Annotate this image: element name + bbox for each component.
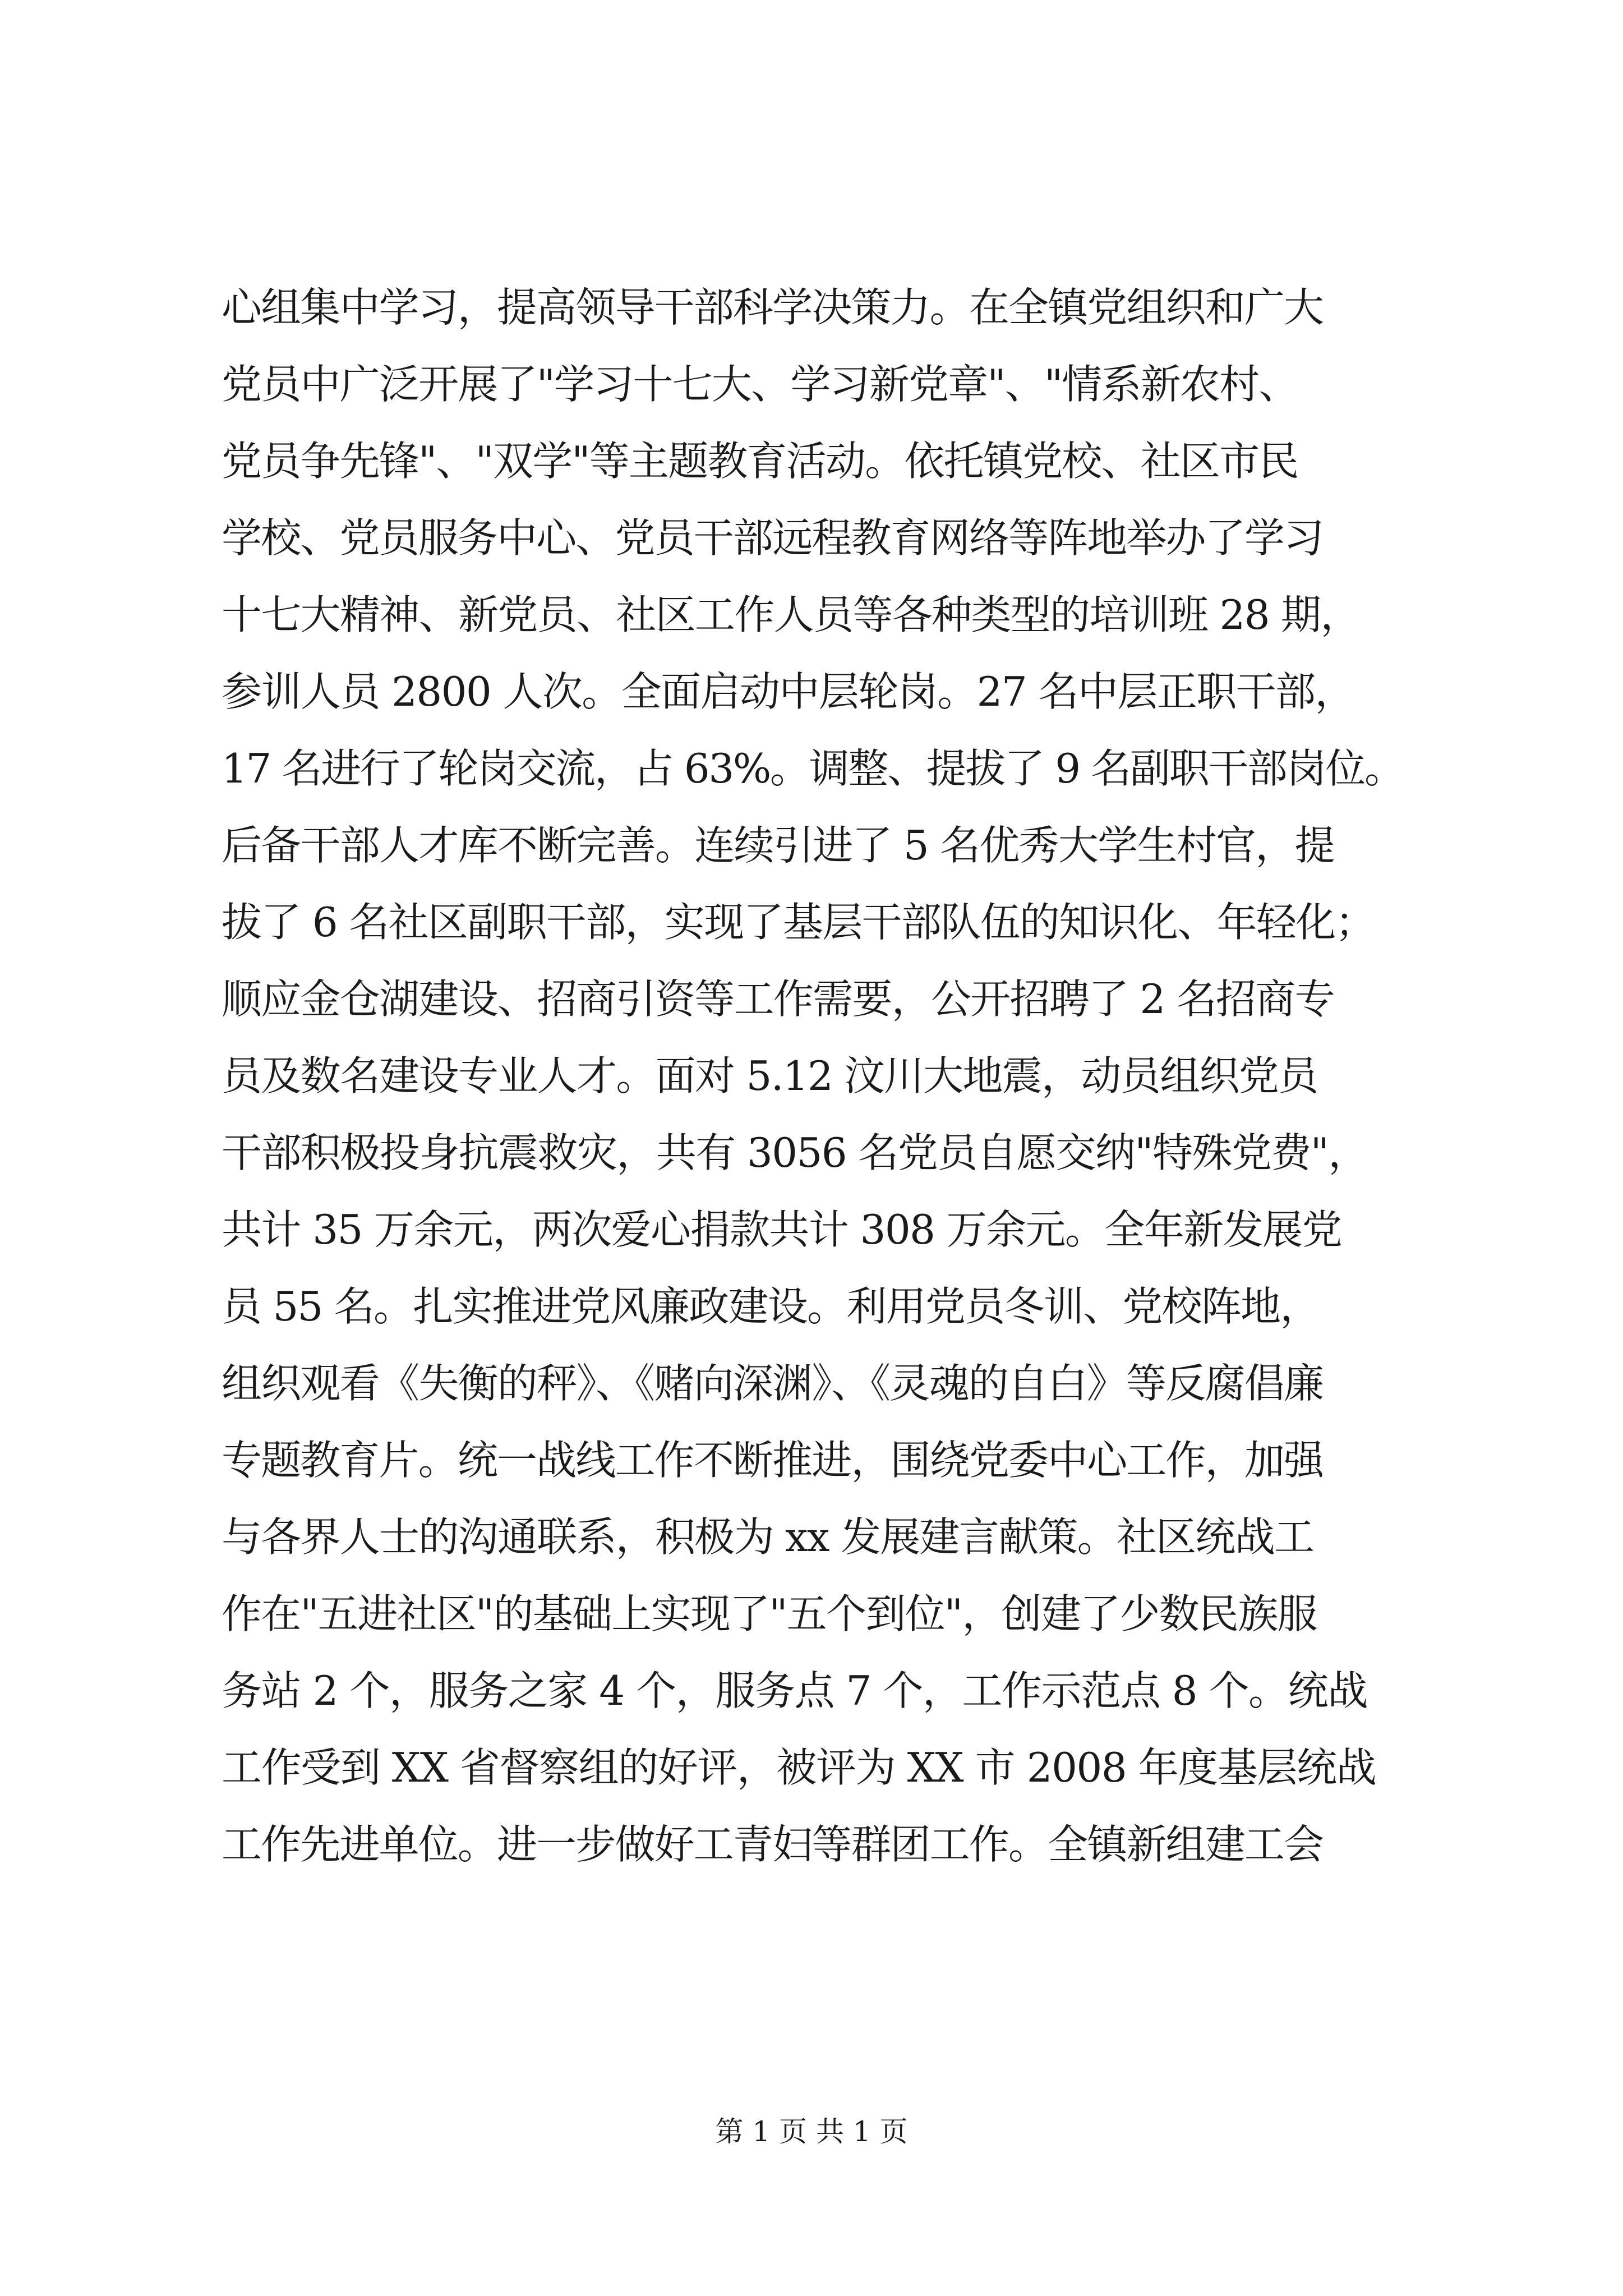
text-line: 作在"五进社区"的基础上实现了"五个到位"，创建了少数民族服 [222,1590,1317,1637]
text-line: 员及数名建设专业人才。面对 5.12 汶川大地震，动员组织党员 [222,1052,1318,1099]
text-line: 与各界人士的沟通联系，积极为 xx 发展建言献策。社区统战工 [222,1513,1314,1561]
text-line: 党员中广泛开展了"学习十七大、学习新党章"、"情系新农村、 [222,361,1298,408]
text-line: 党员争先锋"、"双学"等主题教育活动。依托镇党校、社区市民 [222,438,1298,485]
text-line: 参训人员 2800 人次。全面启动中层轮岗。27 名中层正职干部， [222,668,1354,715]
text-line: 员 55 名。扎实推进党风廉政建设。利用党员冬训、党校阵地， [222,1283,1320,1330]
page-number-label: 第 1 页 共 1 页 [715,2115,908,2148]
page-footer [0,2115,1623,2148]
text-line: 工作受到 XX 省督察组的好评，被评为 XX 市 2008 年度基层统战 [222,1744,1376,1791]
text-line: 干部积极投身抗震救灾，共有 3056 名党员自愿交纳"特殊党费"， [222,1129,1368,1176]
text-line: 学校、党员服务中心、党员干部远程教育网络等阵地举办了学习 [222,514,1324,562]
text-line: 拔了 6 名社区副职干部，实现了基层干部队伍的知识化、年轻化； [222,899,1375,946]
text-line: 心组集中学习，提高领导干部科学决策力。在全镇党组织和广大 [222,284,1324,331]
text-line: 组织观看《失衡的秤》、《赌向深渊》、《灵魂的自白》等反腐倡廉 [222,1360,1324,1407]
text-line: 17 名进行了轮岗交流，占 63%。调整、提拔了 9 名副职干部岗位。 [222,745,1404,792]
body-paragraph [222,269,1433,1883]
text-line: 务站 2 个，服务之家 4 个，服务点 7 个，工作示范点 8 个。统战 [222,1667,1367,1714]
text-line: 顺应金仓湖建设、招商引资等工作需要，公开招聘了 2 名招商专 [222,976,1334,1023]
text-line: 专题教育片。统一战线工作不断推进，围绕党委中心工作，加强 [222,1437,1324,1484]
text-line: 工作先进单位。进一步做好工青妇等群团工作。全镇新组建工会 [222,1821,1324,1868]
text-line: 共计 35 万余元，两次爱心捐款共计 308 万余元。全年新发展党 [222,1206,1342,1253]
text-line: 十七大精神、新党员、社区工作人员等各种类型的培训班 28 期， [222,591,1360,638]
text-line: 后备干部人才库不断完善。连续引进了 5 名优秀大学生村官，提 [222,822,1334,869]
